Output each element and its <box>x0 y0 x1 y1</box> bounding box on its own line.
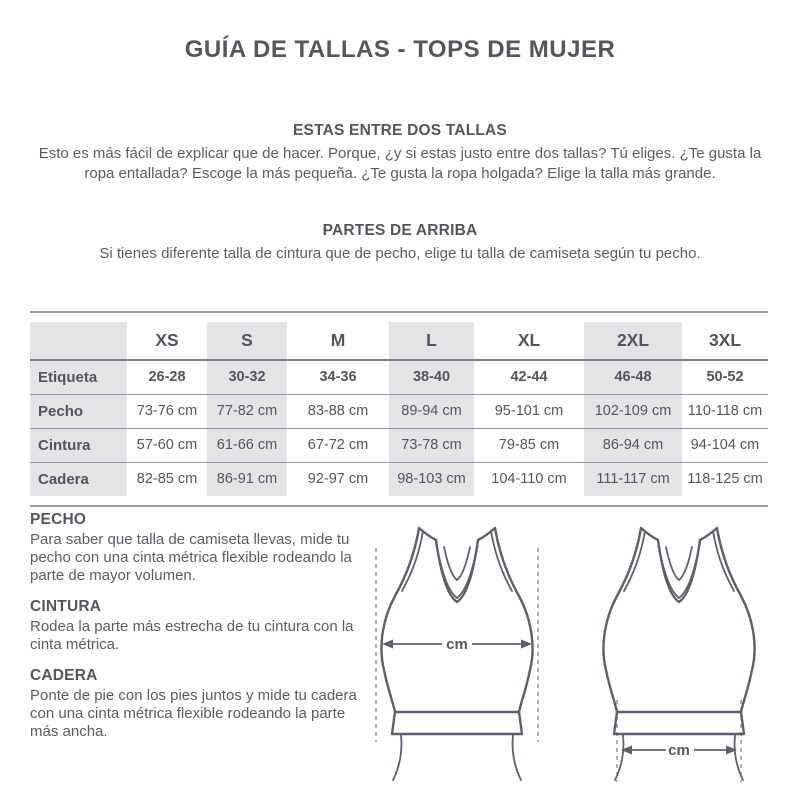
bra-strap-seam <box>402 531 423 591</box>
definition-cintura <box>30 598 362 654</box>
table-cell: 79-85 cm <box>474 428 584 462</box>
table-cell: 57-60 cm <box>127 428 207 462</box>
table-cell: 98-103 cm <box>389 462 474 496</box>
table-cell: 89-94 cm <box>389 394 474 428</box>
page-title: GUÍA DE TALLAS - TOPS DE MUJER <box>184 36 616 63</box>
bra-back-scoop-line <box>444 547 470 580</box>
table-row-etiqueta <box>30 360 768 394</box>
table-cell: 30-32 <box>207 360 287 394</box>
section-between-two-sizes <box>35 122 765 184</box>
arrow-right-icon <box>521 640 532 649</box>
size-table-grid <box>30 322 768 496</box>
table-cell: 26-28 <box>127 360 207 394</box>
table-cell: 92-97 cm <box>307 471 369 488</box>
column-header-l: L <box>389 322 474 360</box>
bra-outline <box>381 528 532 734</box>
bra-chest-measure-svg <box>352 514 562 784</box>
table-row-pecho <box>30 394 768 428</box>
bra-back-scoop-line <box>666 547 692 580</box>
bra-strap-seam <box>624 531 645 591</box>
torso-line <box>735 735 743 780</box>
bra-hip-measure-illustration <box>574 514 784 784</box>
table-cell: 42-44 <box>474 360 584 394</box>
table-cell: 61-66 cm <box>207 428 287 462</box>
definition-cadera-heading: CADERA <box>30 667 98 684</box>
table-cell: 46-48 <box>584 360 682 394</box>
table-cell: 83-88 cm <box>287 394 389 428</box>
row-label-cintura: Cintura <box>30 428 127 462</box>
column-header-xl: XL <box>474 322 584 360</box>
chest-measure-label: cm <box>446 636 468 653</box>
measurement-definitions <box>30 511 362 754</box>
table-cell: 104-110 cm <box>491 471 567 488</box>
bra-outline <box>603 528 754 734</box>
hip-measure-label: cm <box>668 742 690 759</box>
arrow-left-icon <box>382 640 393 649</box>
table-cell: 110-118 cm <box>682 394 768 428</box>
table-cell: 34-36 <box>287 360 389 394</box>
table-cell: 118-125 cm <box>687 471 763 488</box>
size-table-header-row <box>30 322 768 360</box>
bra-strap-seam <box>491 531 512 591</box>
table-cell: 82-85 cm <box>136 471 198 488</box>
table-cell: 77-82 cm <box>207 394 287 428</box>
table-cell: 94-104 cm <box>682 428 768 462</box>
table-cell: 102-109 cm <box>584 394 682 428</box>
bra-racerback-line <box>436 542 478 598</box>
row-label-cadera: Cadera <box>30 462 127 496</box>
row-label-pecho: Pecho <box>30 394 127 428</box>
table-row-cintura <box>30 428 768 462</box>
table-cell: 50-52 <box>682 360 768 394</box>
column-header-s: S <box>207 322 287 360</box>
size-table <box>30 311 768 507</box>
column-header-2xl: 2XL <box>584 322 682 360</box>
bra-racerback-line <box>658 542 700 598</box>
torso-line <box>513 735 521 780</box>
table-row-cadera <box>30 462 768 496</box>
section-between-two-sizes-body: Esto es más fácil de explicar que de hacer. Porque, ¿y si estas justo entre dos tallas? Tú eliges. ¿Te gusta la ropa entallada? Escoge la más pequeña. ¿Te gusta la ropa holgada? Elige la talla más grande. <box>38 145 762 182</box>
table-cell: 73-76 cm <box>127 394 207 428</box>
row-label-etiqueta: Etiqueta <box>30 360 127 394</box>
table-cell: 73-78 cm <box>389 428 474 462</box>
definition-cintura-heading: CINTURA <box>30 598 102 615</box>
table-cell: 111-117 cm <box>584 462 682 496</box>
column-header-xs: XS <box>127 322 207 360</box>
table-cell: 95-101 cm <box>474 394 584 428</box>
table-cell: 67-72 cm <box>287 428 389 462</box>
bra-strap-seam <box>713 531 734 591</box>
definition-pecho-heading: PECHO <box>30 511 87 528</box>
definition-pecho <box>30 511 362 585</box>
column-header-m: M <box>287 322 389 360</box>
section-tops <box>35 222 765 264</box>
table-cell: 38-40 <box>389 360 474 394</box>
column-header-empty <box>30 322 127 360</box>
section-tops-heading: PARTES DE ARRIBA <box>322 222 478 239</box>
torso-line <box>615 735 623 780</box>
section-tops-body: Si tienes diferente talla de cintura que de pecho, elige tu talla de camiseta según tu pecho. <box>99 245 701 262</box>
column-header-3xl: 3XL <box>682 322 768 360</box>
definition-cadera-body: Ponte de pie con los pies juntos y mide tu cadera con una cinta métrica flexible rodeando la parte más ancha. <box>30 687 357 740</box>
definition-cadera <box>30 667 362 741</box>
table-cell: 86-94 cm <box>584 428 682 462</box>
definition-cintura-body: Rodea la parte más estrecha de tu cintura con la cinta métrica. <box>30 618 354 653</box>
definition-pecho-body: Para saber que talla de camiseta llevas, mide tu pecho con una cinta métrica flexible rodeando la parte de mayor volumen. <box>30 531 352 584</box>
section-between-two-sizes-heading: ESTAS ENTRE DOS TALLAS <box>293 122 507 139</box>
bra-neckline <box>419 528 495 602</box>
bra-chest-measure-illustration <box>352 514 562 784</box>
bra-hip-measure-svg <box>574 514 784 784</box>
table-cell: 86-91 cm <box>207 462 287 496</box>
bra-neckline <box>641 528 717 602</box>
torso-line <box>393 735 401 780</box>
